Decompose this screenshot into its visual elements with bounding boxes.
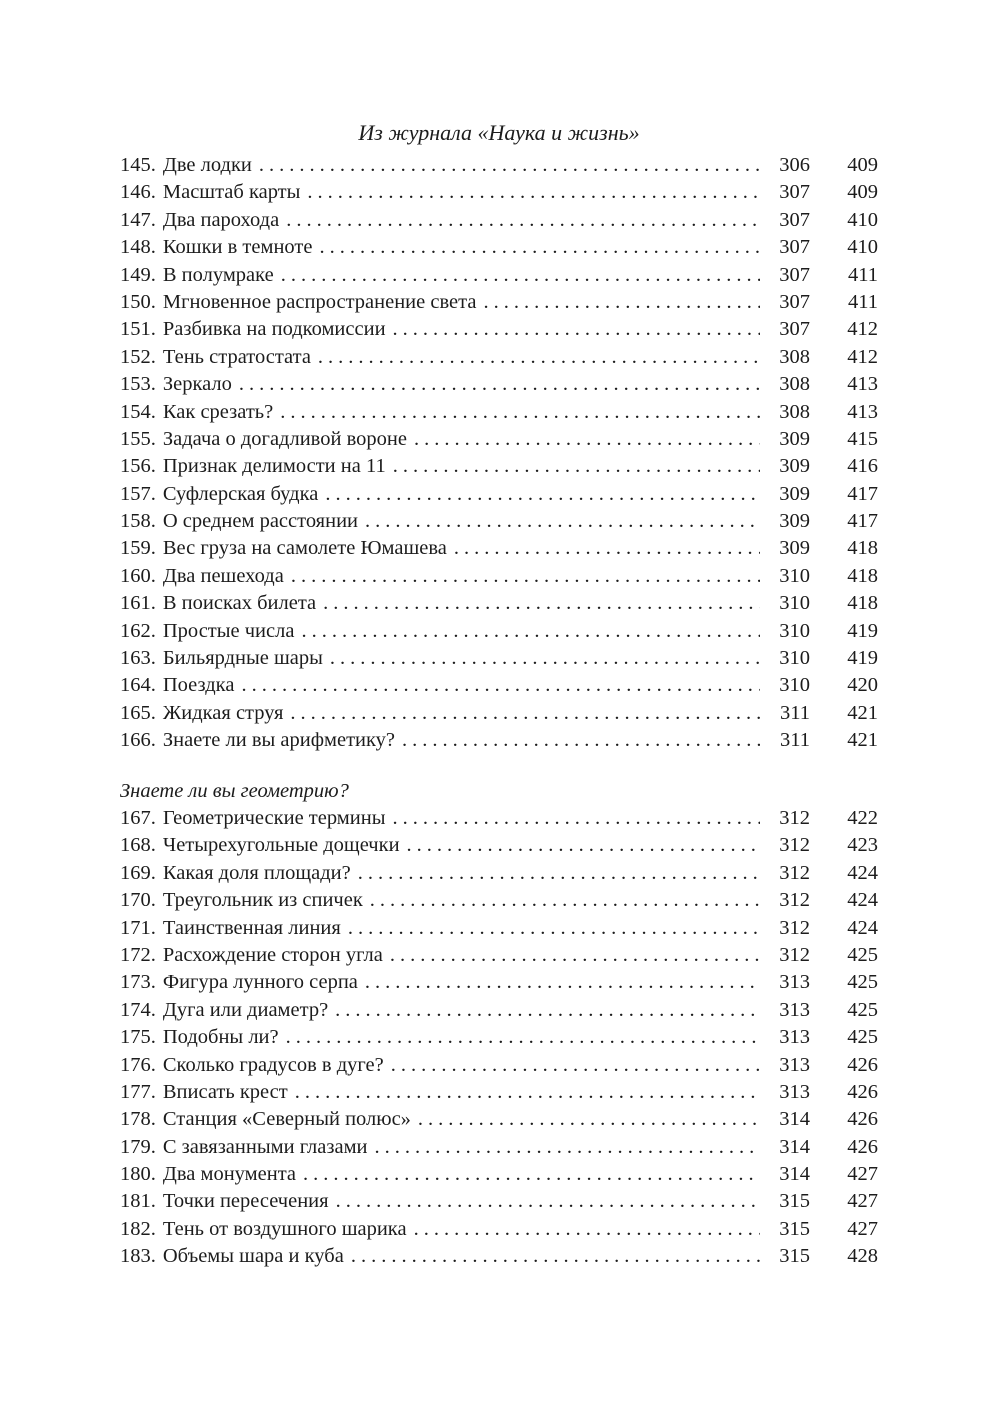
toc-entry-row — [120, 262, 878, 289]
dot-leader — [393, 453, 760, 480]
entry-title: Дуга или диаметр? — [162, 998, 329, 1021]
entry-title: Задача о догадливой вороне — [162, 427, 407, 450]
entry-title: Два пешехода — [162, 564, 284, 587]
toc-entry-row — [120, 481, 878, 508]
answer-page-number: 413 — [847, 373, 878, 396]
entry-number: 158. — [120, 510, 156, 533]
toc-subsection-heading: Знаете ли вы геометрию? — [120, 779, 349, 802]
entry-number: 176. — [120, 1053, 156, 1076]
dot-leader — [239, 371, 760, 398]
toc-list — [120, 152, 878, 1271]
dot-leader — [335, 997, 760, 1024]
dot-leader — [358, 860, 760, 887]
entry-title: О среднем расстоянии — [162, 510, 359, 533]
problem-page-number: 315 — [779, 1217, 810, 1240]
problem-page-number: 311 — [780, 701, 810, 724]
entry-number: 155. — [120, 427, 156, 450]
dot-leader — [281, 262, 760, 289]
problem-page-number: 307 — [779, 208, 810, 231]
answer-page-number: 409 — [847, 181, 878, 204]
problem-page-number: 309 — [779, 482, 810, 505]
dot-leader — [307, 179, 760, 206]
answer-page-number: 411 — [848, 290, 878, 313]
toc-entry-row — [120, 535, 878, 562]
entry-number: 175. — [120, 1026, 156, 1049]
dot-leader — [393, 316, 760, 343]
entry-title: Кошки в темноте — [162, 236, 313, 259]
problem-page-number: 307 — [779, 181, 810, 204]
entry-number: 161. — [120, 592, 156, 615]
dot-leader — [454, 535, 760, 562]
problem-page-number: 310 — [779, 564, 810, 587]
toc-entry-row — [120, 426, 878, 453]
entry-number: 177. — [120, 1080, 156, 1103]
dot-leader — [286, 1024, 760, 1051]
entry-title: Две лодки — [162, 154, 252, 176]
problem-page-number: 309 — [779, 537, 810, 560]
problem-page-number: 307 — [779, 263, 810, 286]
dot-leader — [375, 1134, 760, 1161]
problem-page-number: 315 — [779, 1245, 810, 1268]
entry-title: В полумраке — [162, 263, 274, 286]
entry-title: Два монумента — [162, 1163, 297, 1186]
entry-title: Объемы шара и куба — [162, 1245, 344, 1268]
answer-page-number: 427 — [847, 1163, 878, 1186]
entry-title: Таинственная линия — [162, 916, 341, 939]
dot-leader — [303, 1161, 760, 1188]
entry-number: 181. — [120, 1190, 156, 1213]
answer-page-number: 417 — [847, 482, 878, 505]
dot-leader — [365, 508, 760, 535]
dot-leader — [348, 915, 760, 942]
problem-page-number: 313 — [779, 998, 810, 1021]
toc-entry-row — [120, 508, 878, 535]
entry-title: Мгновенное распространение света — [162, 290, 477, 313]
answer-page-number: 425 — [847, 943, 878, 966]
entry-number: 182. — [120, 1217, 156, 1240]
toc-entry-row — [120, 344, 878, 371]
problem-page-number: 308 — [779, 373, 810, 396]
entry-number: 150. — [120, 290, 156, 313]
answer-page-number: 412 — [847, 345, 878, 368]
problem-page-number: 310 — [779, 647, 810, 670]
toc-entry-row — [120, 234, 878, 261]
dot-leader — [241, 672, 760, 699]
toc-entry-row — [120, 1188, 878, 1215]
answer-page-number: 421 — [847, 701, 878, 724]
toc-entry-row — [120, 1243, 878, 1270]
toc-entry-row — [120, 1106, 878, 1133]
toc-entry-row — [120, 207, 878, 234]
answer-page-number: 422 — [847, 806, 878, 829]
answer-page-number: 424 — [847, 889, 878, 912]
problem-page-number: 312 — [779, 834, 810, 857]
toc-entry-row — [120, 316, 878, 343]
dot-leader — [392, 805, 760, 832]
entry-title: Суфлерская будка — [162, 482, 319, 505]
problem-page-number: 311 — [780, 729, 810, 752]
toc-entry-row — [120, 1216, 878, 1243]
dot-leader — [351, 1243, 760, 1270]
entry-number: 147. — [120, 208, 156, 231]
toc-entry-row — [120, 805, 878, 832]
entry-title: Масштаб карты — [162, 181, 301, 204]
entry-number: 146. — [120, 181, 156, 204]
entry-number: 168. — [120, 834, 156, 857]
entry-title: Вписать крест — [162, 1080, 288, 1103]
problem-page-number: 314 — [779, 1108, 810, 1131]
answer-page-number: 419 — [847, 647, 878, 670]
entry-number: 179. — [120, 1135, 156, 1158]
dot-leader — [295, 1079, 760, 1106]
toc-entry-row — [120, 860, 878, 887]
dot-leader — [319, 234, 760, 261]
problem-page-number: 309 — [779, 427, 810, 450]
entry-title: Знаете ли вы арифметику? — [162, 729, 396, 752]
entry-number: 148. — [120, 236, 156, 259]
dot-leader — [318, 344, 760, 371]
dot-leader — [407, 832, 760, 859]
entry-number: 172. — [120, 943, 156, 966]
entry-title: Фигура лунного серпа — [162, 971, 358, 994]
problem-page-number: 310 — [779, 619, 810, 642]
entry-title: Станция «Северный полюс» — [162, 1108, 411, 1131]
dot-leader — [391, 1052, 760, 1079]
problem-page-number: 312 — [779, 916, 810, 939]
dot-leader — [291, 563, 760, 590]
entry-number: 145. — [120, 154, 156, 176]
dot-leader — [336, 1188, 760, 1215]
dot-leader — [483, 289, 760, 316]
entry-number: 154. — [120, 400, 156, 423]
dot-leader — [370, 887, 760, 914]
entry-number: 152. — [120, 345, 156, 368]
entry-title: Бильярдные шары — [162, 647, 323, 670]
entry-number: 149. — [120, 263, 156, 286]
problem-page-number: 309 — [779, 510, 810, 533]
dot-leader — [330, 645, 760, 672]
toc-entry-row — [120, 645, 878, 672]
entry-number: 153. — [120, 373, 156, 396]
toc-entry-row — [120, 1161, 878, 1188]
answer-page-number: 426 — [847, 1135, 878, 1158]
entry-title: Четырехугольные дощечки — [162, 834, 400, 857]
problem-page-number: 306 — [779, 154, 810, 176]
problem-page-number: 309 — [779, 455, 810, 478]
dot-leader — [418, 1106, 760, 1133]
entry-number: 170. — [120, 889, 156, 912]
toc-entry-row — [120, 997, 878, 1024]
entry-number: 165. — [120, 701, 156, 724]
answer-page-number: 425 — [847, 998, 878, 1021]
dot-leader — [301, 618, 760, 645]
dot-leader — [325, 481, 760, 508]
entry-title: Сколько градусов в дуге? — [162, 1053, 384, 1076]
problem-page-number: 312 — [779, 806, 810, 829]
problem-page-number: 313 — [779, 971, 810, 994]
entry-title: Зеркало — [162, 373, 232, 396]
answer-page-number: 426 — [847, 1108, 878, 1131]
dot-leader — [259, 152, 760, 179]
answer-page-number: 416 — [847, 455, 878, 478]
entry-number: 169. — [120, 861, 156, 884]
entry-number: 156. — [120, 455, 156, 478]
toc-entry-row — [120, 289, 878, 316]
answer-page-number: 426 — [847, 1080, 878, 1103]
problem-page-number: 315 — [779, 1190, 810, 1213]
dot-leader — [390, 942, 760, 969]
entry-number: 163. — [120, 647, 156, 670]
toc-content — [120, 119, 878, 1271]
toc-entry-row — [120, 618, 878, 645]
problem-page-number: 307 — [779, 236, 810, 259]
entry-title: Треугольник из спичек — [162, 889, 363, 912]
answer-page-number: 426 — [847, 1053, 878, 1076]
problem-page-number: 313 — [779, 1026, 810, 1049]
toc-entry-row — [120, 1079, 878, 1106]
entry-title: Разбивка на подкомиссии — [162, 318, 386, 341]
problem-page-number: 312 — [779, 889, 810, 912]
toc-entry-row — [120, 942, 878, 969]
problem-page-number: 308 — [779, 345, 810, 368]
entry-number: 178. — [120, 1108, 156, 1131]
problem-page-number: 312 — [779, 943, 810, 966]
toc-entry-row — [120, 887, 878, 914]
entry-number: 159. — [120, 537, 156, 560]
toc-entry-row — [120, 727, 878, 754]
answer-page-number: 421 — [847, 729, 878, 752]
answer-page-number: 418 — [847, 592, 878, 615]
entry-title: Геометрические термины — [162, 806, 386, 829]
toc-entry-row — [120, 371, 878, 398]
answer-page-number: 427 — [847, 1190, 878, 1213]
entry-title: В поисках билета — [162, 592, 317, 615]
toc-entry-row — [120, 832, 878, 859]
dot-leader — [402, 727, 760, 754]
answer-page-number: 428 — [847, 1245, 878, 1268]
problem-page-number: 314 — [779, 1135, 810, 1158]
entry-number: 157. — [120, 482, 156, 505]
problem-page-number: 314 — [779, 1163, 810, 1186]
entry-title: Жидкая струя — [162, 701, 284, 724]
problem-page-number: 307 — [779, 318, 810, 341]
problem-page-number: 308 — [779, 400, 810, 423]
entry-title: Какая доля площади? — [162, 861, 351, 884]
entry-number: 167. — [120, 806, 156, 829]
answer-page-number: 424 — [847, 916, 878, 939]
answer-page-number: 427 — [847, 1217, 878, 1240]
toc-entry-row — [120, 563, 878, 590]
dot-leader — [414, 1216, 760, 1243]
toc-entry-row — [120, 453, 878, 480]
answer-page-number: 425 — [847, 971, 878, 994]
toc-entry-row — [120, 590, 878, 617]
entry-number: 180. — [120, 1163, 156, 1186]
toc-entry-row — [120, 969, 878, 996]
answer-page-number: 409 — [847, 154, 878, 176]
dot-leader — [286, 207, 760, 234]
problem-page-number: 312 — [779, 861, 810, 884]
entry-title: Как срезать? — [162, 400, 274, 423]
problem-page-number: 310 — [779, 592, 810, 615]
entry-title: Поездка — [162, 674, 235, 697]
toc-entry-row — [120, 672, 878, 699]
entry-number: 174. — [120, 998, 156, 1021]
toc-entry-row — [120, 1024, 878, 1051]
dot-leader — [414, 426, 760, 453]
entry-number: 173. — [120, 971, 156, 994]
entry-title: С завязанными глазами — [162, 1135, 368, 1158]
answer-page-number: 410 — [847, 236, 878, 259]
answer-page-number: 420 — [847, 674, 878, 697]
entry-title: Простые числа — [162, 619, 295, 642]
entry-title: Признак делимости на 11 — [162, 455, 386, 478]
toc-section-header: Из журнала «Наука и жизнь» — [358, 120, 640, 145]
toc-entry-row — [120, 399, 878, 426]
toc-entry-row — [120, 179, 878, 206]
answer-page-number: 412 — [847, 318, 878, 341]
problem-page-number: 313 — [779, 1080, 810, 1103]
toc-entry-row — [120, 1052, 878, 1079]
entry-number: 183. — [120, 1245, 156, 1268]
toc-entry-row — [120, 915, 878, 942]
answer-page-number: 411 — [848, 263, 878, 286]
answer-page-number: 413 — [847, 400, 878, 423]
dot-leader — [365, 969, 760, 996]
dot-leader — [280, 399, 760, 426]
entry-number: 164. — [120, 674, 156, 697]
entry-title: Расхождение сторон угла — [162, 943, 383, 966]
entry-title: Тень стратостата — [162, 345, 311, 368]
entry-number: 162. — [120, 619, 156, 642]
answer-page-number: 423 — [847, 834, 878, 857]
toc-entry-row — [120, 700, 878, 727]
entry-title: Вес груза на самолете Юмашева — [162, 537, 447, 560]
dot-leader — [290, 700, 760, 727]
toc-entry-row — [120, 1134, 878, 1161]
entry-title: Два парохода — [162, 208, 280, 231]
entry-title: Тень от воздушного шарика — [162, 1217, 407, 1240]
toc-entry-row — [120, 152, 878, 179]
entry-number: 166. — [120, 729, 156, 752]
entry-title: Подобны ли? — [162, 1026, 279, 1049]
problem-page-number: 313 — [779, 1053, 810, 1076]
entry-title: Точки пересечения — [162, 1190, 329, 1213]
answer-page-number: 410 — [847, 208, 878, 231]
answer-page-number: 415 — [847, 427, 878, 450]
answer-page-number: 418 — [847, 537, 878, 560]
dot-leader — [323, 590, 760, 617]
answer-page-number: 419 — [847, 619, 878, 642]
answer-page-number: 418 — [847, 564, 878, 587]
entry-number: 160. — [120, 564, 156, 587]
answer-page-number: 424 — [847, 861, 878, 884]
problem-page-number: 310 — [779, 674, 810, 697]
answer-page-number: 417 — [847, 510, 878, 533]
entry-number: 171. — [120, 916, 156, 939]
answer-page-number: 425 — [847, 1026, 878, 1049]
problem-page-number: 307 — [779, 290, 810, 313]
entry-number: 151. — [120, 318, 156, 341]
